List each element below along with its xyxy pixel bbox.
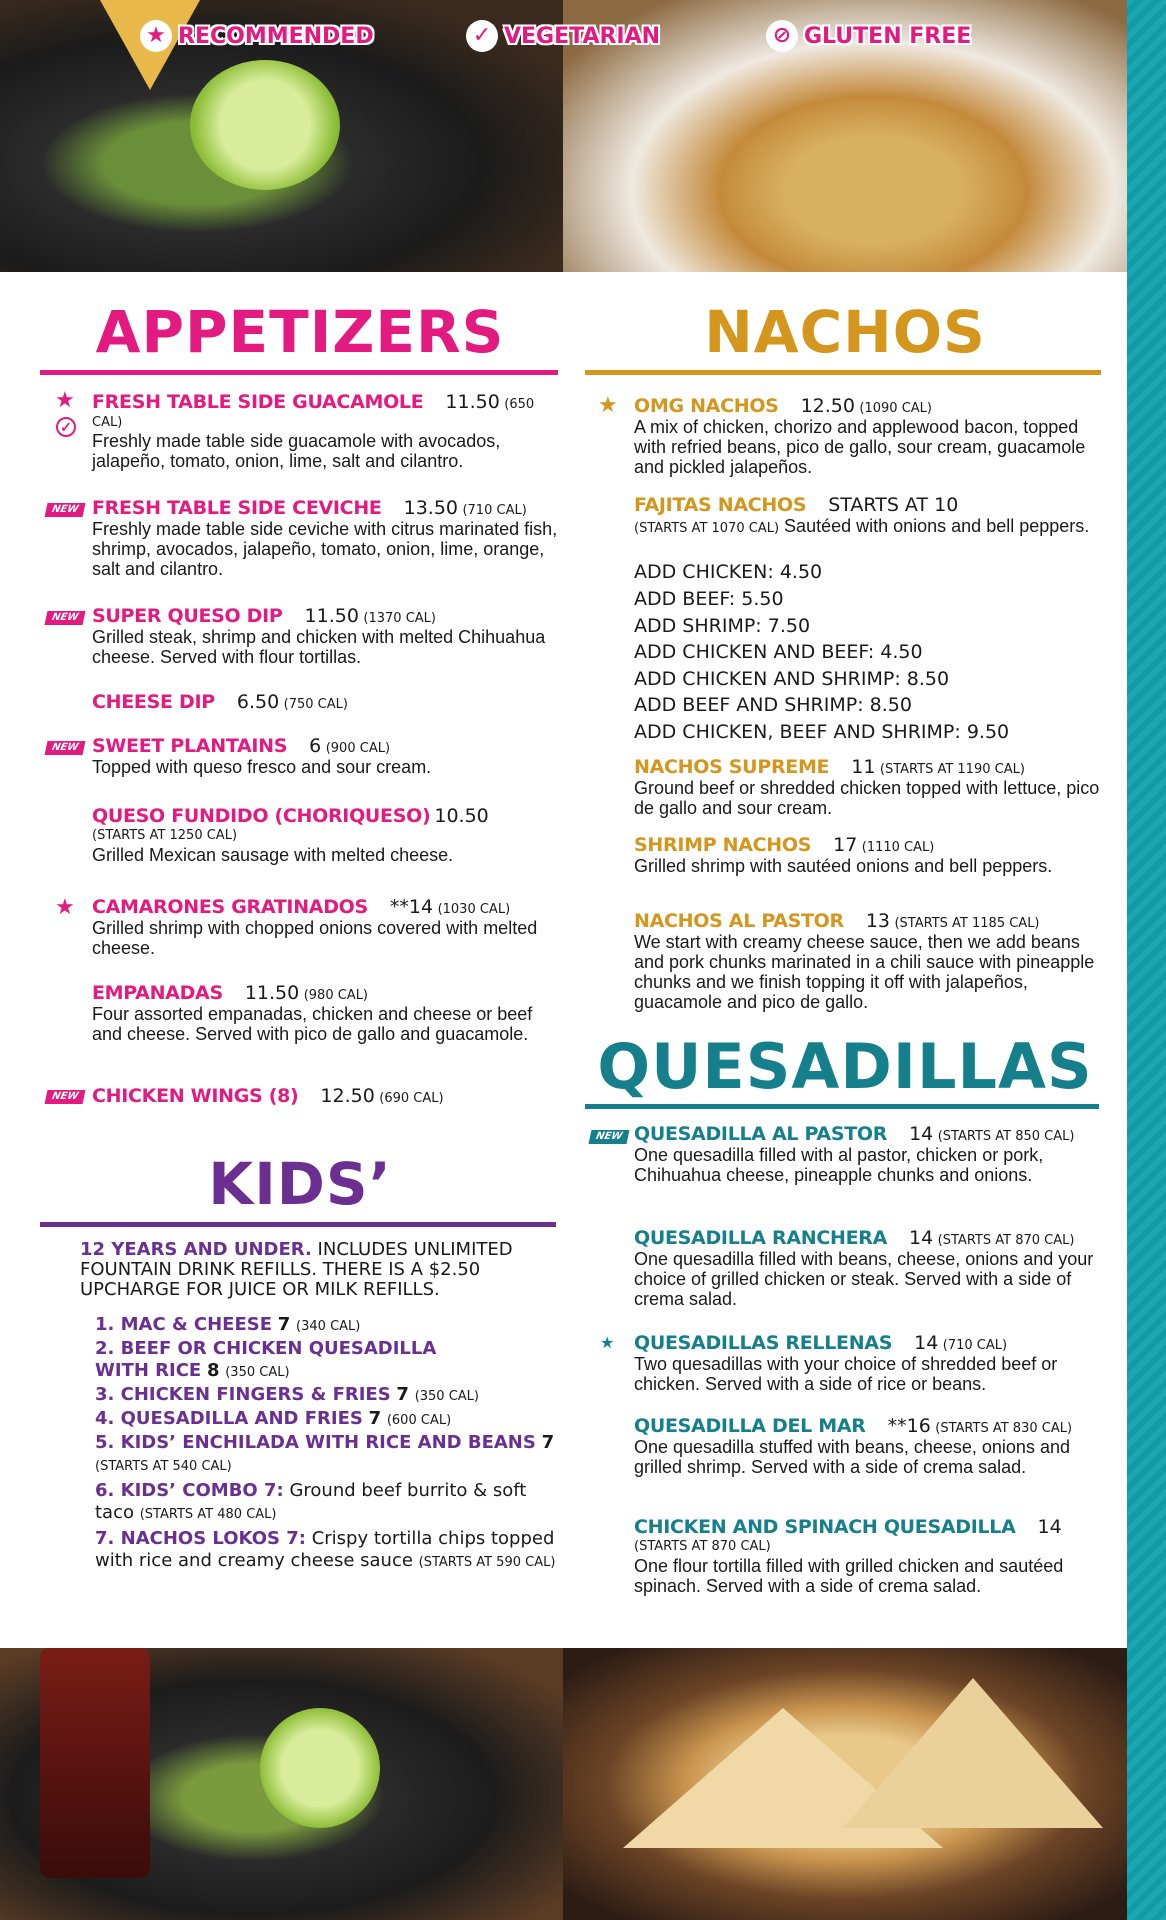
menu-item-super-queso-dip: SUPER QUESO DIP 11.50 (1370 CAL) Grilled steak, shrimp and chicken with melted Chihuahua cheese. Served with flour tortillas. <box>92 605 546 667</box>
kids-item: 5. KIDS’ ENCHILADA WITH RICE AND BEANS 7 (STARTS AT 540 CAL) <box>95 1432 555 1474</box>
menu-item-empanadas: EMPANADAS 11.50 (980 CAL) Four assorted empanadas, chicken and cheese or beef and cheese. Served with pico de gallo and guacamole. <box>92 982 533 1044</box>
quesadilla-photo <box>563 1648 1127 1920</box>
menu-item-quesadillas-rellenas: QUESADILLAS RELLENAS 14 (710 CAL) Two quesadillas with your choice of shredded beef or chicken. Served with a side of rice or beans. <box>634 1332 1058 1394</box>
check-leaf-icon: ✓ <box>466 20 498 52</box>
no-gluten-icon: ⊘ <box>766 20 798 52</box>
menu-item-quesadilla-ranchera: QUESADILLA RANCHERA 14 (STARTS AT 870 CAL) One quesadilla filled with beans, cheese, onions and your choice of grilled chicken or steak. Served with a side of crema salad. <box>634 1227 1094 1309</box>
addon-line: ADD CHICKEN: 4.50 <box>634 561 823 583</box>
menu-item-chicken-wings: CHICKEN WINGS (8) 12.50 (690 CAL) <box>92 1085 444 1107</box>
appetizers-title: APPETIZERS <box>95 298 505 366</box>
new-badge: NEW <box>45 1090 86 1104</box>
addon-line: ADD CHICKEN AND BEEF: 4.50 <box>634 641 923 663</box>
menu-item-cheese-dip: CHEESE DIP 6.50 (750 CAL) <box>92 691 348 713</box>
decorative-side-strip <box>1127 0 1166 1920</box>
appetizers-rule <box>40 370 558 375</box>
kids-item: 1. MAC & CHEESE 7 (340 CAL) <box>95 1314 361 1335</box>
kids-item: 6. KIDS’ COMBO 7: Ground beef burrito & soft taco (STARTS AT 480 CAL) <box>95 1480 527 1523</box>
kids-item: 3. CHICKEN FINGERS & FRIES 7 (350 CAL) <box>95 1384 479 1405</box>
menu-item-ceviche: FRESH TABLE SIDE CEVICHE 13.50 (710 CAL) Freshly made table side ceviche with citrus marinated fish, shrimp, avocados, jalapeño, tomato, onion, lime, orange, salt and cilantro. <box>92 497 558 579</box>
nachos-title: NACHOS <box>704 298 986 366</box>
addon-line: ADD CHICKEN, BEEF AND SHRIMP: 9.50 <box>634 721 1010 743</box>
menu-item-fajitas-nachos: FAJITAS NACHOS STARTS AT 10 (STARTS AT 1070 CAL) Sautéed with onions and bell peppers. <box>634 494 1090 536</box>
new-badge: NEW <box>45 611 86 625</box>
legend-gluten-free: ⊘ GLUTEN FREE <box>766 20 971 52</box>
recommended-star-icon: ★ <box>55 387 75 412</box>
recommended-star-icon: ★ <box>598 392 618 417</box>
nachos-rule <box>585 370 1101 375</box>
legend-recommended: ★ RECOMMENDED <box>140 20 374 52</box>
quesadillas-rule <box>585 1104 1099 1109</box>
menu-item-nachos-al-pastor: NACHOS AL PASTOR 13 (STARTS AT 1185 CAL) We start with creamy cheese sauce, then we add beans and pork chunks marinated in a chili sauce with pineapple chunks and we finish topping it off with jalapeños, guacamole and pico de gallo. <box>634 910 1095 1012</box>
new-badge: NEW <box>45 741 86 755</box>
menu-item-quesadilla-del-mar: QUESADILLA DEL MAR **16 (STARTS AT 830 CAL) One quesadilla stuffed with beans, cheese, onions and grilled shrimp. Served with a side of crema salad. <box>634 1415 1073 1477</box>
new-badge: NEW <box>589 1130 630 1144</box>
recommended-star-icon: ★ <box>55 894 75 919</box>
star-icon: ★ <box>140 20 172 52</box>
kids-item: 2. BEEF OR CHICKEN QUESADILLA WITH RICE 8 (350 CAL) <box>95 1338 437 1381</box>
kids-item: 4. QUESADILLA AND FRIES 7 (600 CAL) <box>95 1408 452 1429</box>
recommended-star-icon: ★ <box>600 1335 615 1352</box>
menu-item-omg-nachos: OMG NACHOS 12.50 (1090 CAL) A mix of chicken, chorizo and applewood bacon, topped with refried beans, pico de gallo, sour cream, guacamole and pickled jalapeños. <box>634 395 1086 477</box>
kids-intro: 12 YEARS AND UNDER. INCLUDES UNLIMITED FOUNTAIN DRINK REFILLS. THERE IS A $2.50 UPCHARGE FOR JUICE OR MILK REFILLS. <box>80 1239 513 1300</box>
kids-item: 7. NACHOS LOKOS 7: Crispy tortilla chips topped with rice and creamy cheese sauce (STARTS AT 590 CAL) <box>95 1528 556 1571</box>
menu-item-shrimp-nachos: SHRIMP NACHOS 17 (1110 CAL) Grilled shrimp with sautéed onions and bell peppers. <box>634 834 1053 876</box>
quesadillas-title: QUESADILLAS <box>597 1030 1093 1103</box>
menu-item-sweet-plantains: SWEET PLANTAINS 6 (900 CAL) Topped with queso fresco and sour cream. <box>92 735 432 777</box>
menu-item-nachos-supreme: NACHOS SUPREME 11 (STARTS AT 1190 CAL) Ground beef or shredded chicken topped with lettuce, pico de gallo and sour cream. <box>634 756 1100 818</box>
vegetarian-icon: ✓ <box>56 417 76 437</box>
addon-line: ADD CHICKEN AND SHRIMP: 8.50 <box>634 668 950 690</box>
guacamole-photo-bottom <box>0 1648 563 1920</box>
new-badge: NEW <box>45 503 86 517</box>
addon-line: ADD BEEF: 5.50 <box>634 588 784 610</box>
kids-title: KIDS’ <box>208 1150 392 1218</box>
addon-line: ADD SHRIMP: 7.50 <box>634 615 811 637</box>
menu-item-chicken-spinach-quesadilla: CHICKEN AND SPINACH QUESADILLA 14 (STARTS AT 870 CAL) One flour tortilla filled with grilled chicken and sautéed spinach. Served with a side of crema salad. <box>634 1516 1064 1596</box>
legend-vegetarian: ✓ VEGETARIAN <box>466 20 660 52</box>
menu-item-queso-fundido: QUESO FUNDIDO (CHORIQUESO) 10.50 (STARTS AT 1250 CAL) Grilled Mexican sausage with melted cheese. <box>92 805 489 865</box>
kids-rule <box>40 1222 556 1227</box>
menu-item-quesadilla-al-pastor: QUESADILLA AL PASTOR 14 (STARTS AT 850 CAL) One quesadilla filled with al pastor, chicken or pork, Chihuahua cheese, pineapple chunks and onions. <box>634 1123 1075 1185</box>
addon-line: ADD BEEF AND SHRIMP: 8.50 <box>634 694 912 716</box>
menu-item-camarones-gratinados: CAMARONES GRATINADOS **14 (1030 CAL) Grilled shrimp with chopped onions covered with melted cheese. <box>92 896 538 958</box>
menu-item-guacamole: FRESH TABLE SIDE GUACAMOLE 11.50 (650 CAL) Freshly made table side guacamole with avocados, jalapeño, tomato, onion, lime, salt and cilantro. <box>92 391 535 471</box>
